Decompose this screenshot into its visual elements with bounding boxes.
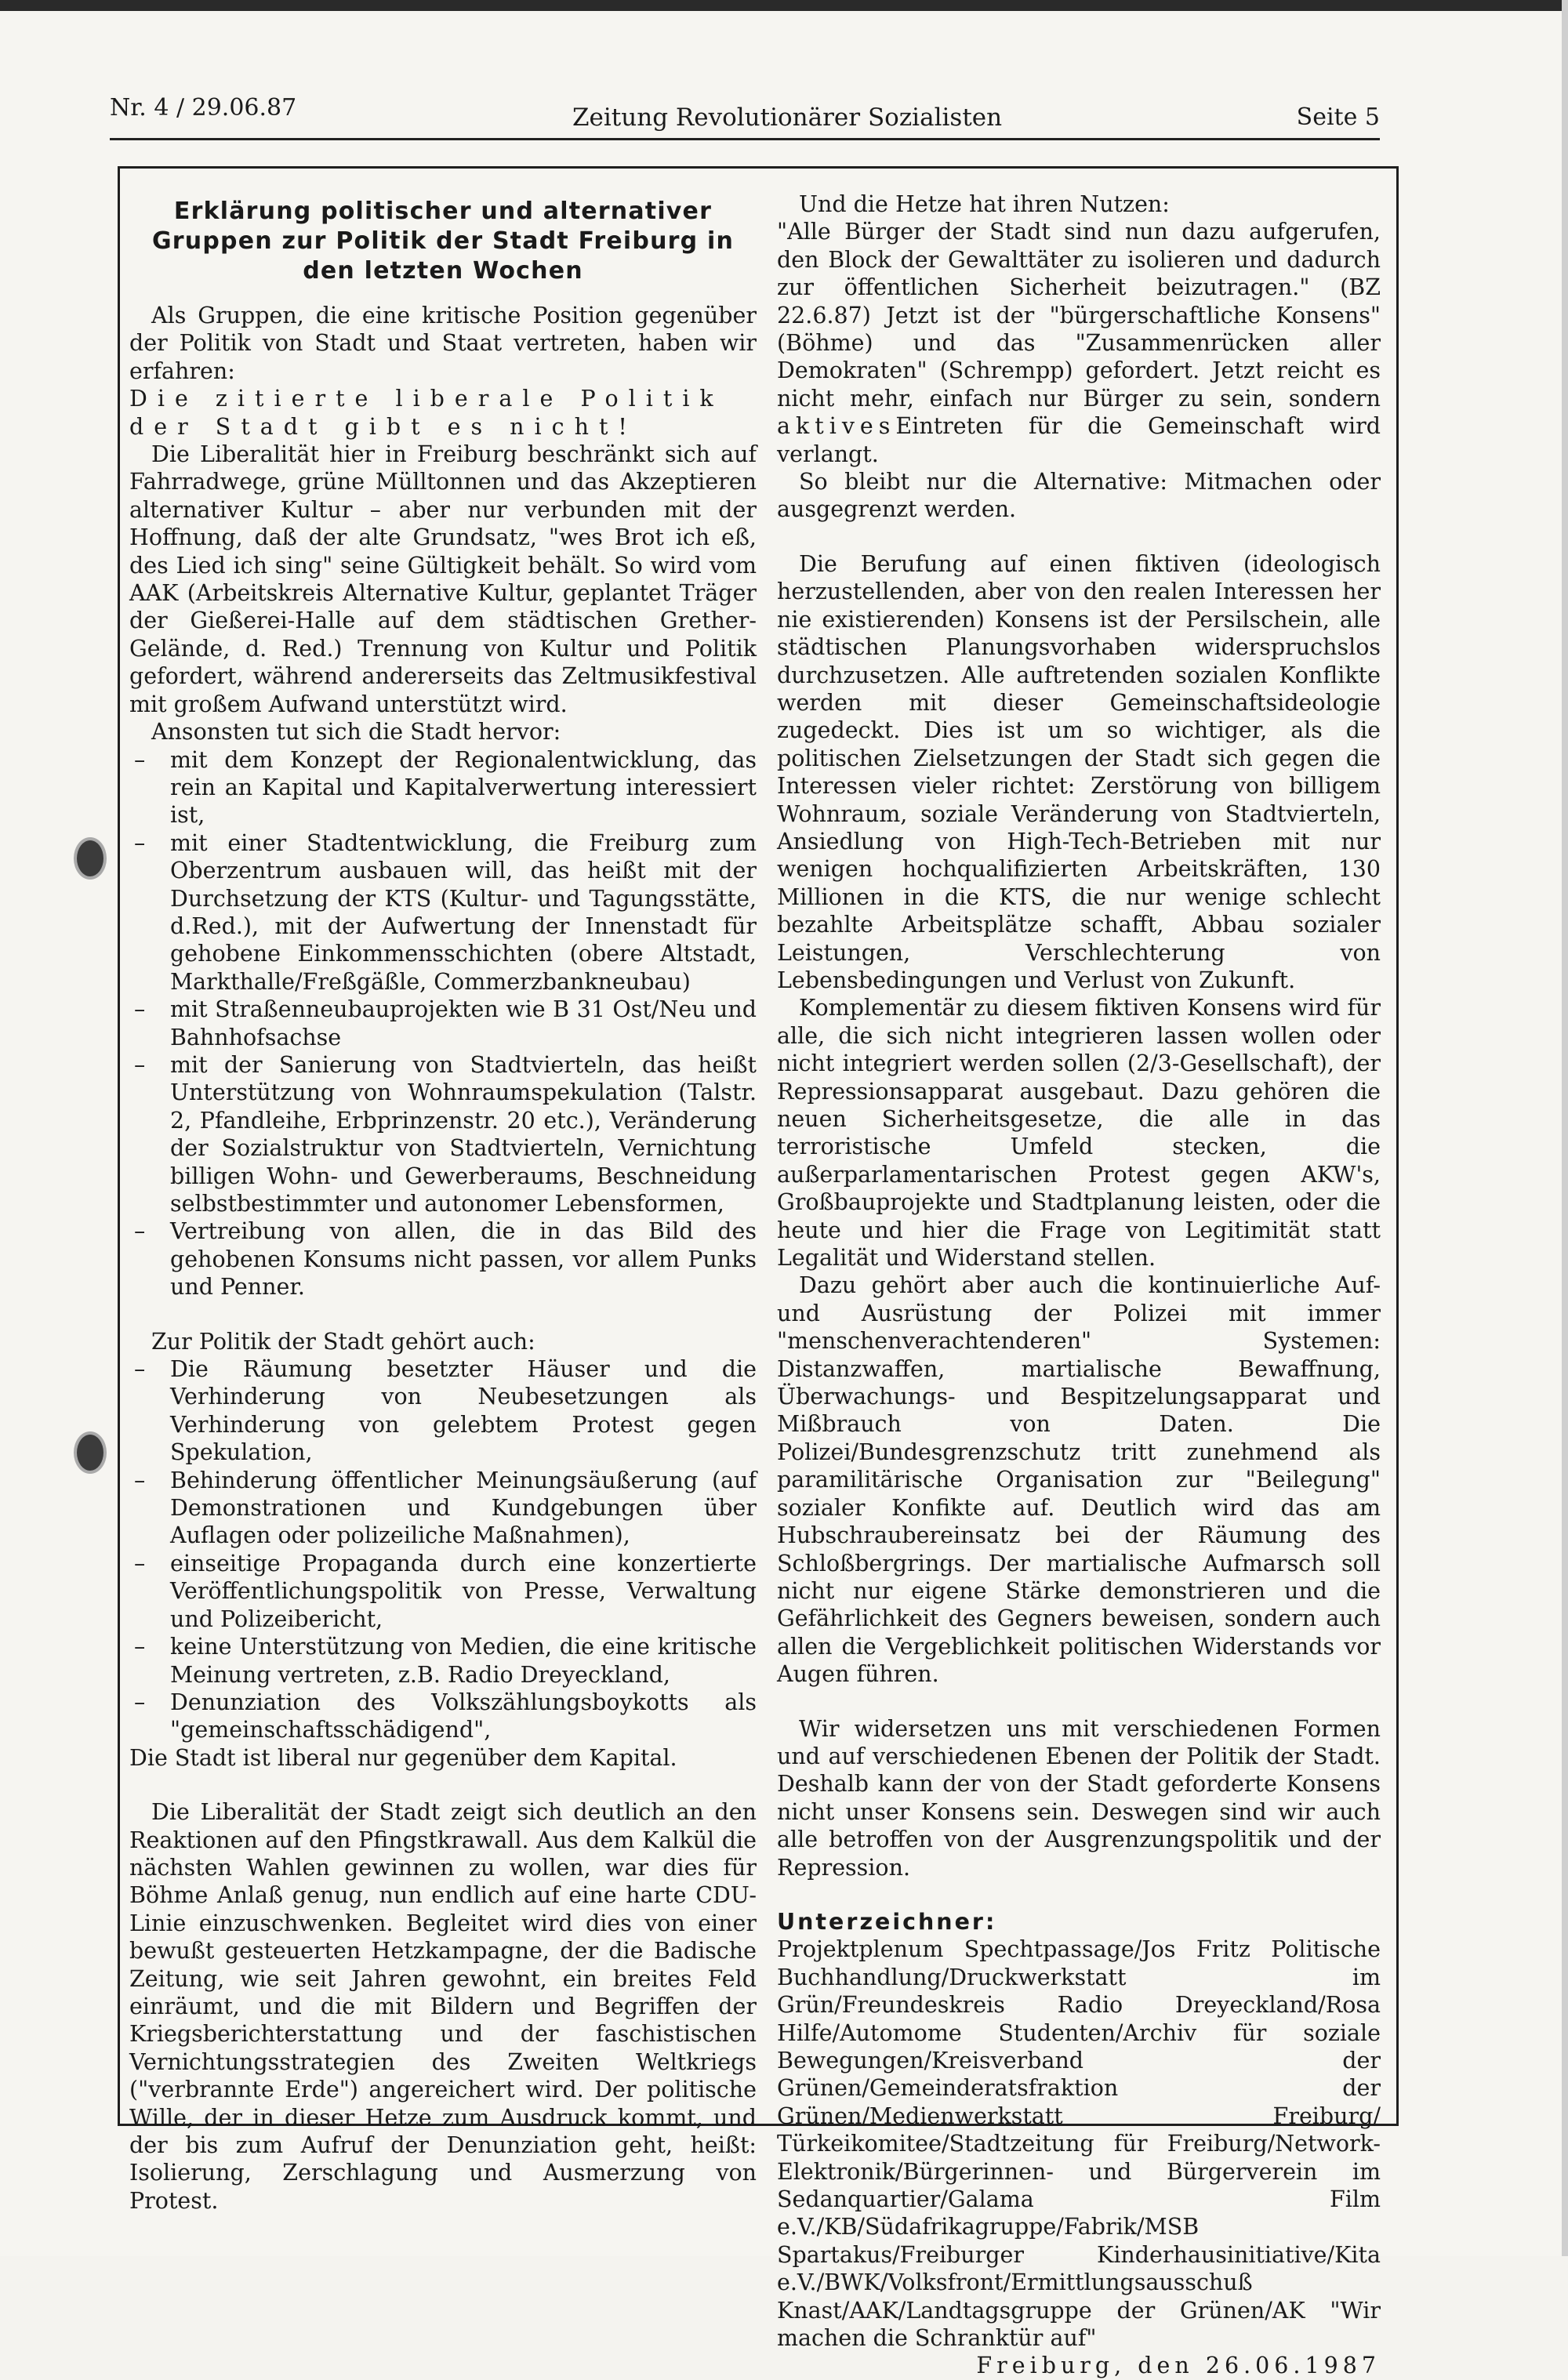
city-policy-list <box>129 746 757 1301</box>
city-stands-out: Ansonsten tut sich die Stadt hervor: <box>151 719 561 746</box>
repression-list <box>129 1355 757 1744</box>
hetze-quote <box>777 218 1381 468</box>
scan-top-edge <box>0 0 1568 11</box>
article-title: Erklärung politischer und alternativer Gruppen zur Politik der Stadt Freiburg in den letzten Wochen <box>151 198 734 285</box>
signers-heading: Unterzeichner: <box>777 1908 997 1935</box>
header-rule <box>110 138 1380 140</box>
list-item: – mit der Sanierung von Stadtvierteln, das heißt Unterstützung von Wohnraumspekulation (Talstr. 2, Pfandleihe, Erbprinzenstr. 20 etc.), Veränderung der Sozialstruktur von Stadtvierteln, Vernichtung billigen Wohn- und Gewerberaums, Beschneidung selbstbestimmter und autonomer Lebensformen, <box>129 1051 757 1217</box>
claim-line: Die zitierte liberale Politik der Stadt gibt es nicht! <box>129 386 724 440</box>
alternative-paragraph: So bleibt nur die Alternative: Mitmachen oder ausgegrenzt werden. <box>777 469 1381 523</box>
liberality-paragraph: Die Liberalität hier in Freiburg beschränkt sich auf Fahrradwege, grüne Mülltonnen und das Akzeptieren alternativer Kultur – aber nur verbunden mit der Hoffnung, daß der alte Grundsatz, "wes Brot ich eß, des Lied ich sing" seine Gültigkeit behält. So wird vom AAK (Arbeitskreis Alternative Kultur, geplantet Träger der Gießerei-Halle auf dem städtischen Grether-Gelände, d. Red.) Trennung von Kultur und Politik gefordert, während andererseits das Zeltmusikfestival mit großem Aufwand unterstützt wird. <box>129 441 757 717</box>
dateline: Freiburg, den 26.06.1987 <box>976 2353 1381 2379</box>
hetze-quote-text: "Alle Bürger der Stadt sind nun dazu aufgerufen, den Block der Gewalttäter zu isolieren und dadurch zur öffentlichen Sicherheit beizutragen." (BZ 22.6.87) Jetzt ist der "bürgerschaftliche Konsens" (Böhme) und das "Zusammenrücken aller Demokraten" (Schrempp) gefordert. Jetzt reicht es nicht mehr, einfach nur Bürger zu sein, sondern <box>777 219 1381 412</box>
also-belongs: Zur Politik der Stadt gehört auch: <box>151 1328 535 1355</box>
resistance-paragraph: Wir widersetzen uns mit verschiedenen Formen und auf verschiedenen Ebenen der Politik der Stadt. Deshalb kann der von der Stadt geforderte Konsens nicht unser Konsens sein. Deswegen sind wir auch alle betroffen von der Ausgrenzungspolitik und der Repression. <box>777 1715 1381 1881</box>
hetze-quote-end: Eintreten für die Gemeinschaft wird verlangt. <box>777 413 1381 467</box>
list-item: – mit einer Stadtentwicklung, die Freiburg zum Oberzentrum ausbauen will, das heißt mit der Durchsetzung der KTS (Kultur- und Tagungsstätte, d.Red.), mit der Aufwertung der Innenstadt für gehobene Einkommensschichten (obere Altstadt, Markthalle/Freßgäßle, Commerzbankneubau) <box>129 829 757 996</box>
issue-number: Nr. 4 / 29.06.87 <box>110 94 297 122</box>
punch-hole-lower <box>74 1431 107 1474</box>
left-column <box>129 190 757 2215</box>
paper-title: Zeitung Revolutionärer Sozialisten <box>572 103 1003 132</box>
running-head <box>110 88 1380 135</box>
page-number: Seite 5 <box>1296 103 1380 131</box>
hetze-lead: Und die Hetze hat ihren Nutzen: <box>799 191 1170 217</box>
article-frame <box>118 166 1399 2379</box>
punch-hole-upper <box>74 837 107 880</box>
list-item: – Behinderung öffentlicher Meinungsäußerung (auf Demonstrationen und Kundgebungen über Auflagen oder polizeiliche Maßnahmen), <box>129 1467 757 1550</box>
konsens-paragraph: Die Berufung auf einen fiktiven (ideologisch herzustellenden, aber von den realen Interessen her nie existierenden) Konsens ist der Persilschein, alle städtischen Planungsvorhaben widerspruchslos durchzusetzen. Alle auftretenden sozialen Konflikte werden mit dieser Gemeinschaftsideologie zugedeckt. Dies ist um so wichtiger, als die politischen Zielsetzungen der Stadt sich gegen die Interessen vieler richtet: Zerstörung von billigem Wohnraum, soziale Veränderung von Stadtvierteln, Ansiedlung von High-Tech-Betrieben mit nur wenigen hochqualifizierten Arbeitskräften, 130 Millionen in die KTS, die nur wenige schlecht bezahlte Arbeitsplätze schafft, Abbau sozialer Leistungen, Verschlechterung von Lebensbedingungen und Verlust von Zukunft. <box>777 550 1381 993</box>
list-item: – Die Räumung besetzter Häuser und die Verhinderung von Neubesetzungen als Verhinderung von gelebtem Protest gegen Spekulation, <box>129 1355 757 1467</box>
list-item: – Denunziation des Volkszählungsboykotts als "gemeinschaftsschädigend", <box>129 1689 757 1744</box>
list-item: – Vertreibung von allen, die in das Bild des gehobenen Konsums nicht passen, vor allem Punks und Penner. <box>129 1217 757 1301</box>
scan-right-edge <box>1562 0 1568 2256</box>
signers-list: Projektplenum Spechtpassage/Jos Fritz Politische Buchhandlung/Druckwerkstatt im Grün/Freundeskreis Radio Dreyeckland/Rosa Hilfe/Automome Studenten/Archiv für soziale Bewegungen/Kreisverband der Grünen/Gemeinderatsfraktion der Grünen/Medienwerkstatt Freiburg/ Türkeikomitee/Stadtzeitung für Freiburg/Network-Elektronik/Bürgerinnen- und Bürgerverein im Sedanquartier/Galama Film e.V./KB/Südafrikagruppe/Fabrik/MSB Spartakus/Freiburger Kinderhausinitiative/Kita e.V./BWK/Volksfront/Ermittlungsausschuß Knast/AAK/Landtagsgruppe der Grünen/AK "Wir machen die Schranktür auf" <box>777 1936 1381 2352</box>
list-item: – keine Unterstützung von Medien, die eine kritische Meinung vertreten, z.B. Radio Dreyeckland, <box>129 1633 757 1689</box>
list-item: – mit Straßenneubauprojekten wie B 31 Ost/Neu und Bahnhofsachse <box>129 996 757 1051</box>
pfingstkrawall-paragraph: Die Liberalität der Stadt zeigt sich deutlich an den Reaktionen auf den Pfingstkrawall. Aus dem Kalkül die nächsten Wahlen gewinnen zu wollen, war dies für Böhme Anlaß genug, nun endlich auf eine harte CDU-Linie einzuschwenken. Begleitet wird dies von einer bewußt gesteuerten Hetzkampagne, der die Badische Zeitung, wie seit Jahren gewohnt, ein breites Feld einräumt, und die mit Bildern und Begriffen der Kriegsberichterstattung und der faschistischen Vernichtungsstrategien des Zweiten Weltkriegs ("verbrannte Erde") angereichert wird. Der politische Wille, der in dieser Hetze zum Ausdruck kommt, und der bis zum Aufruf der Denunziation geht, heißt: Isolierung, Zerschlagung und Ausmerzung von Protest. <box>129 1799 757 2214</box>
liberal-to-capital: Die Stadt ist liberal nur gegenüber dem Kapital. <box>129 1744 677 1771</box>
list-item: – mit dem Konzept der Regionalentwicklung, das rein an Kapital und Kapitalverwertung interessiert ist, <box>129 746 757 829</box>
repression-paragraph: Komplementär zu diesem fiktiven Konsens wird für alle, die sich nicht integrieren lassen wollen oder nicht integriert werden sollen (2/3-Gesellschaft), der Repressionsapparat ausgebaut. Dazu gehören die neuen Sicherheitsgesetze, die alle in das terroristische Umfeld stecken, die außerparlamentarischen Protest gegen AKW's, Großbauprojekte und Stadtplanung leisten, oder die heute und hier die Frage von Legitimität statt Legalität und Widerstand stellen. <box>777 995 1381 1272</box>
right-column <box>777 190 1381 2380</box>
list-item: – einseitige Propaganda durch eine konzertierte Veröffentlichungspolitik von Presse, Verwaltung und Polizeibericht, <box>129 1550 757 1633</box>
emphasis-aktives: aktives <box>777 413 896 440</box>
intro-paragraph: Als Gruppen, die eine kritische Position gegenüber der Politik von Stadt und Staat vertreten, haben wir erfahren: <box>129 303 757 384</box>
police-paragraph: Dazu gehört aber auch die kontinuierliche Auf- und Ausrüstung der Polizei mit immer "menschenverachtenderen" Systemen: Distanzwaffen, martialische Bewaffnung, Überwachungs- und Bespitzelungsapparat und Mißbrauch von Daten. Die Polizei/Bundesgrenzschutz tritt zunehmend als paramilitärische Organisation zur "Beilegung" sozialer Konfikte auf. Deutlich wird das am Hubschraubereinsatz bei der Räumung des Schloßbergrings. Der martialische Aufmarsch soll nicht nur eigene Stärke demonstrieren und die Gefährlichkeit des Gegners beweisen, sondern auch allen die Vergeblichkeit politischen Widerstands vor Augen führen. <box>777 1272 1381 1688</box>
